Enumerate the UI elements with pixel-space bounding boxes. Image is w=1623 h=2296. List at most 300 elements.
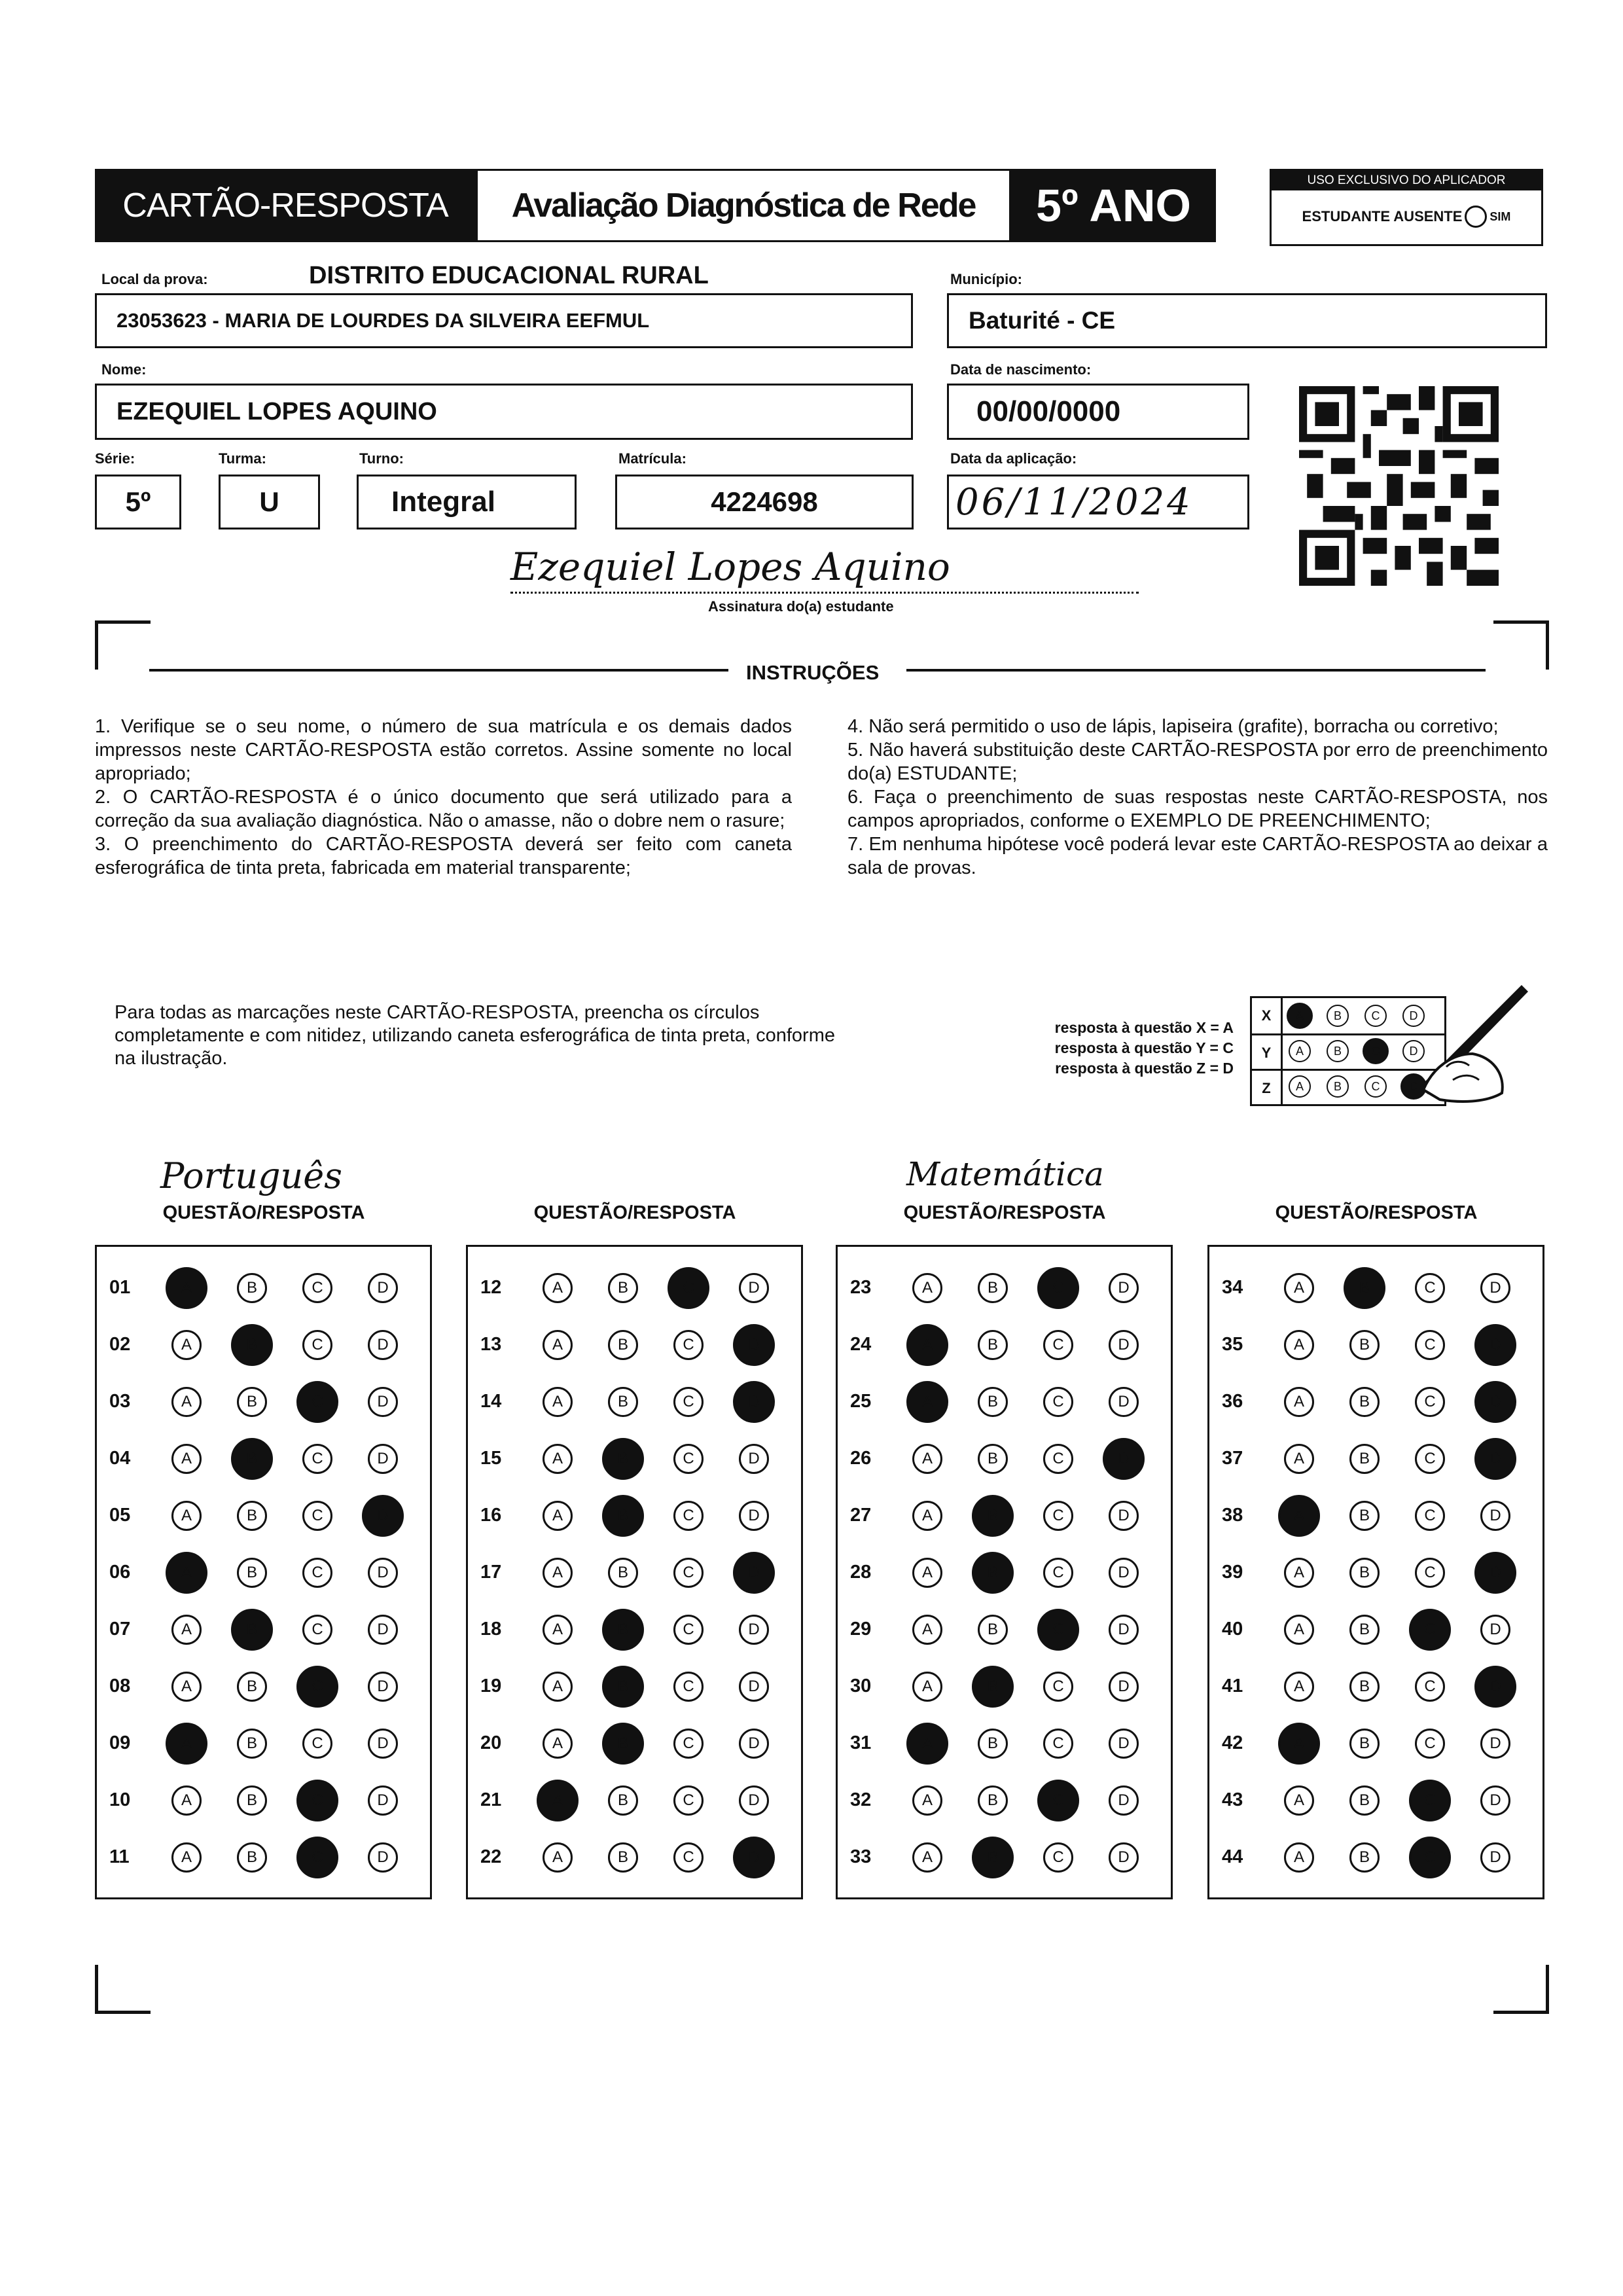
answer-bubble-d[interactable]: D — [368, 1615, 398, 1645]
question-number: 09 — [109, 1732, 131, 1753]
answer-bubble-d[interactable]: D — [1480, 1842, 1510, 1873]
example-bubble-d: D — [1402, 1005, 1425, 1027]
answer-bubble-d[interactable]: D — [739, 1273, 769, 1303]
answer-bubble-b[interactable]: B — [237, 1785, 267, 1816]
answer-bubble-b[interactable]: B — [602, 1609, 644, 1651]
answer-bubble-b[interactable]: B — [1349, 1729, 1380, 1759]
example-row-label: Z — [1252, 1069, 1283, 1106]
school-name: 23053623 - MARIA DE LOURDES DA SILVEIRA EEFMUL — [116, 309, 650, 332]
answer-bubble-c[interactable]: C — [673, 1785, 704, 1816]
answer-bubble-d[interactable]: D — [368, 1444, 398, 1474]
answer-bubble-a[interactable]: A — [543, 1615, 573, 1645]
answer-bubble-b[interactable]: B — [1349, 1444, 1380, 1474]
pen-hand-icon — [1407, 975, 1538, 1106]
instructions-rule-right — [906, 669, 1486, 672]
answer-bubble-a[interactable]: A — [543, 1273, 573, 1303]
answer-bubble-b[interactable]: B — [972, 1552, 1014, 1594]
example-bubble-a: A — [1289, 1075, 1311, 1098]
answer-bubble-a[interactable]: A — [1284, 1444, 1314, 1474]
question-number: 13 — [480, 1334, 502, 1355]
question-number: 10 — [109, 1789, 131, 1810]
answer-bubble-a[interactable]: A — [906, 1381, 948, 1423]
answer-bubble-a[interactable]: A — [543, 1558, 573, 1588]
answer-bubble-c[interactable]: C — [296, 1780, 338, 1821]
answer-bubble-b[interactable]: B — [978, 1330, 1008, 1360]
answer-bubble-d[interactable]: D — [739, 1444, 769, 1474]
answer-bubble-d[interactable]: D — [1474, 1381, 1516, 1423]
answer-bubble-a[interactable]: A — [171, 1615, 202, 1645]
answer-bubble-d[interactable]: D — [739, 1785, 769, 1816]
question-number: 22 — [480, 1846, 502, 1867]
answer-bubble-c[interactable]: C — [302, 1558, 332, 1588]
question-number: 01 — [109, 1277, 131, 1298]
answer-bubble-c[interactable]: C — [673, 1330, 704, 1360]
municipality-box — [947, 293, 1547, 348]
answer-bubble-c[interactable]: C — [1043, 1672, 1073, 1702]
question-number: 29 — [850, 1619, 872, 1640]
answer-bubble-c[interactable]: C — [296, 1666, 338, 1708]
example-bubble-b: B — [1327, 1005, 1349, 1027]
answer-bubble-a[interactable]: A — [166, 1267, 207, 1309]
location-label: Local da prova: — [101, 271, 208, 287]
question-number: 17 — [480, 1562, 502, 1583]
answer-bubble-c[interactable]: C — [1043, 1387, 1073, 1417]
question-number: 32 — [850, 1789, 872, 1810]
question-number: 24 — [850, 1334, 872, 1355]
absent-label: ESTUDANTE AUSENTE — [1302, 208, 1463, 224]
answer-bubble-a[interactable]: A — [543, 1330, 573, 1360]
answer-bubble-d[interactable]: D — [362, 1495, 404, 1537]
answer-bubble-a[interactable]: A — [166, 1723, 207, 1765]
example-row-label: X — [1252, 998, 1283, 1033]
shift-box — [357, 475, 577, 529]
answer-bubble-d[interactable]: D — [1474, 1552, 1516, 1594]
question-number: 37 — [1222, 1448, 1243, 1469]
answer-bubble-b[interactable]: B — [602, 1723, 644, 1765]
answer-bubble-d[interactable]: D — [1109, 1729, 1139, 1759]
answer-bubble-d[interactable]: D — [739, 1501, 769, 1531]
answer-bubble-a[interactable]: A — [171, 1672, 202, 1702]
answer-bubble-b[interactable]: B — [1349, 1615, 1380, 1645]
instruction-item: 2. O CARTÃO-RESPOSTA é o único documento que será utilizado para a correção da sua avaliação diagnóstica. Não o amasse, não o dobre nem o rasure; — [95, 787, 792, 831]
answer-bubble-a[interactable]: A — [1284, 1672, 1314, 1702]
question-number: 18 — [480, 1619, 502, 1640]
answer-bubble-c[interactable]: C — [1037, 1780, 1079, 1821]
answer-bubble-b[interactable]: B — [978, 1387, 1008, 1417]
answer-bubble-a[interactable]: A — [1278, 1723, 1320, 1765]
answer-bubble-a[interactable]: A — [912, 1672, 942, 1702]
answer-bubble-b[interactable]: B — [608, 1558, 638, 1588]
signature: Ezequiel Lopes Aquino — [510, 545, 950, 589]
exam-title: Avaliação Diagnóstica de Rede — [511, 187, 976, 224]
example-bubble-d: D — [1402, 1040, 1425, 1062]
answer-bubble-a[interactable]: A — [171, 1330, 202, 1360]
answer-bubble-a[interactable]: A — [906, 1723, 948, 1765]
series: 5º — [125, 486, 151, 517]
example-line: resposta à questão X = A — [1054, 1019, 1234, 1036]
answer-bubble-a[interactable]: A — [543, 1842, 573, 1873]
answer-bubble-d[interactable]: D — [1109, 1330, 1139, 1360]
answer-bubble-d[interactable]: D — [733, 1552, 775, 1594]
question-number: 44 — [1222, 1846, 1243, 1867]
answer-bubble-d[interactable]: D — [1480, 1615, 1510, 1645]
answer-bubble-b[interactable]: B — [231, 1324, 273, 1366]
question-number: 36 — [1222, 1391, 1243, 1412]
instruction-item: 7. Em nenhuma hipótese você poderá levar este CARTÃO-RESPOSTA ao deixar a sala de provas. — [847, 834, 1548, 878]
answer-bubble-b[interactable]: B — [231, 1438, 273, 1480]
answer-bubble-a[interactable]: A — [537, 1780, 579, 1821]
answer-bubble-c[interactable]: C — [296, 1837, 338, 1878]
name-box — [95, 384, 913, 440]
instruction-item: 3. O preenchimento do CARTÃO-RESPOSTA deverá ser feito com caneta esferográfica de tinta preta, fabricada em material transparente; — [95, 834, 792, 878]
column-header: QUESTÃO/RESPOSTA — [903, 1202, 1106, 1223]
answer-bubble-c[interactable]: C — [673, 1672, 704, 1702]
answer-bubble-d[interactable]: D — [1109, 1501, 1139, 1531]
answer-bubble-a[interactable]: A — [171, 1444, 202, 1474]
answer-bubble-b[interactable]: B — [1349, 1558, 1380, 1588]
answer-bubble-c[interactable]: C — [1043, 1330, 1073, 1360]
example-line: resposta à questão Z = D — [1055, 1060, 1234, 1077]
answer-bubble-c[interactable]: C — [1415, 1729, 1445, 1759]
class-box — [219, 475, 320, 529]
answer-bubble-a[interactable]: A — [543, 1444, 573, 1474]
enrollment: 4224698 — [711, 486, 818, 517]
answer-bubble-a[interactable]: A — [912, 1615, 942, 1645]
question-number: 28 — [850, 1562, 872, 1583]
instructions-right — [847, 715, 1548, 880]
corner-bottom-right — [1493, 1965, 1549, 2014]
answer-bubble-d[interactable]: D — [368, 1273, 398, 1303]
answer-bubble-c[interactable]: C — [296, 1381, 338, 1423]
answer-bubble-c[interactable]: C — [1043, 1501, 1073, 1531]
grade-label: 5º ANO — [1036, 180, 1191, 231]
birth-box — [947, 384, 1249, 440]
answer-bubble-c[interactable]: C — [673, 1501, 704, 1531]
application-box — [947, 475, 1249, 529]
answer-bubble-a[interactable]: A — [1284, 1615, 1314, 1645]
municipality-label: Município: — [950, 271, 1022, 287]
question-number: 39 — [1222, 1562, 1243, 1583]
district: DISTRITO EDUCACIONAL RURAL — [309, 262, 709, 289]
answer-bubble-d[interactable]: D — [1474, 1324, 1516, 1366]
answer-bubble-c[interactable]: C — [673, 1558, 704, 1588]
answer-bubble-d[interactable]: D — [1109, 1387, 1139, 1417]
question-number: 30 — [850, 1676, 872, 1696]
answer-bubble-b[interactable]: B — [608, 1330, 638, 1360]
applicator-box — [1270, 169, 1543, 246]
answer-bubble-b[interactable]: B — [237, 1729, 267, 1759]
absent-yes-label: SIM — [1489, 209, 1511, 223]
answer-bubble-c[interactable]: C — [673, 1729, 704, 1759]
answer-bubble-c[interactable]: C — [673, 1387, 704, 1417]
question-number: 07 — [109, 1619, 131, 1640]
answer-bubble-d[interactable]: D — [1480, 1729, 1510, 1759]
answer-bubble-c[interactable]: C — [1409, 1837, 1451, 1878]
example-bubble-a: A — [1289, 1040, 1311, 1062]
question-number: 25 — [850, 1391, 872, 1412]
answer-bubble-d[interactable]: D — [739, 1615, 769, 1645]
fill-note: Para todas as marcações neste CARTÃO-RESPOSTA, preencha os círculos completamente e com nitidez, utilizando caneta esferográfica de tinta preta, conforme na ilustração. — [115, 1002, 835, 1069]
answer-bubble-a[interactable]: A — [171, 1501, 202, 1531]
answer-bubble-b[interactable]: B — [1349, 1842, 1380, 1873]
answer-bubble-c[interactable]: C — [1415, 1558, 1445, 1588]
answer-bubble-b[interactable]: B — [608, 1387, 638, 1417]
instruction-item: 5. Não haverá substituição deste CARTÃO-RESPOSTA por erro de preenchimento do(a) ESTUDANTE; — [847, 740, 1548, 784]
question-number: 12 — [480, 1277, 502, 1298]
answer-bubble-d[interactable]: D — [1109, 1615, 1139, 1645]
class-label: Turma: — [219, 450, 266, 467]
application-date: 06/11/2024 — [955, 480, 1193, 524]
answer-bubble-c[interactable]: C — [1043, 1729, 1073, 1759]
shift: Integral — [391, 486, 495, 518]
column-header: QUESTÃO/RESPOSTA — [162, 1202, 365, 1223]
answer-bubble-b[interactable]: B — [608, 1273, 638, 1303]
applicator-title: USO EXCLUSIVO DO APLICADOR — [1272, 171, 1541, 190]
example-bubble-c: C — [1364, 1075, 1387, 1098]
example-legend — [1011, 1018, 1234, 1079]
column-header: QUESTÃO/RESPOSTA — [533, 1202, 736, 1223]
answer-bubble-d[interactable]: D — [368, 1672, 398, 1702]
answer-bubble-b[interactable]: B — [231, 1609, 273, 1651]
example-bubble-d: D — [1400, 1073, 1427, 1100]
answer-bubble-c[interactable]: C — [1043, 1444, 1073, 1474]
answer-bubble-a[interactable]: A — [912, 1558, 942, 1588]
answer-bubble-a[interactable]: A — [1278, 1495, 1320, 1537]
answer-bubble-d[interactable]: D — [1103, 1438, 1145, 1480]
card-title: CARTÃO-RESPOSTA — [122, 187, 448, 224]
answer-bubble-d[interactable]: D — [733, 1837, 775, 1878]
question-number: 27 — [850, 1505, 872, 1526]
answer-bubble-c[interactable]: C — [673, 1444, 704, 1474]
answer-bubble-c[interactable]: C — [1415, 1387, 1445, 1417]
answer-bubble-a[interactable]: A — [1284, 1273, 1314, 1303]
card-title-box — [95, 169, 476, 242]
answer-bubble-b[interactable]: B — [972, 1666, 1014, 1708]
answer-bubble-d[interactable]: D — [1474, 1438, 1516, 1480]
answer-bubble-a[interactable]: A — [912, 1501, 942, 1531]
answer-bubble-d[interactable]: D — [368, 1785, 398, 1816]
answer-bubble-b[interactable]: B — [237, 1842, 267, 1873]
question-number: 16 — [480, 1505, 502, 1526]
student-name: EZEQUIEL LOPES AQUINO — [116, 397, 437, 425]
answer-bubble-c[interactable]: C — [1409, 1780, 1451, 1821]
answer-bubble-b[interactable]: B — [237, 1387, 267, 1417]
instructions-left — [95, 715, 792, 880]
class: U — [259, 486, 279, 517]
question-number: 31 — [850, 1732, 872, 1753]
answer-bubble-c[interactable]: C — [1415, 1444, 1445, 1474]
example-bubble-b: B — [1327, 1075, 1349, 1098]
instructions-rule-left — [149, 669, 728, 672]
question-number: 20 — [480, 1732, 502, 1753]
question-number: 11 — [109, 1846, 130, 1867]
answer-bubble-c[interactable]: C — [1037, 1267, 1079, 1309]
question-number: 02 — [109, 1334, 131, 1355]
application-label: Data da aplicação: — [950, 450, 1077, 467]
answer-bubble-b[interactable]: B — [978, 1273, 1008, 1303]
corner-top-left — [95, 620, 151, 670]
answer-bubble-d[interactable]: D — [1480, 1273, 1510, 1303]
example-bubble-c: C — [1364, 1005, 1387, 1027]
question-number: 23 — [850, 1277, 872, 1298]
answer-bubble-c[interactable]: C — [1415, 1330, 1445, 1360]
question-number: 26 — [850, 1448, 872, 1469]
answer-bubble-d[interactable]: D — [1480, 1501, 1510, 1531]
answer-bubble-a[interactable]: A — [912, 1444, 942, 1474]
answer-bubble-a[interactable]: A — [543, 1387, 573, 1417]
answer-bubble-c[interactable]: C — [668, 1267, 709, 1309]
answer-bubble-d[interactable]: D — [733, 1324, 775, 1366]
column-header: QUESTÃO/RESPOSTA — [1275, 1202, 1478, 1223]
answer-bubble-b[interactable]: B — [1344, 1267, 1385, 1309]
answer-bubble-c[interactable]: C — [1415, 1672, 1445, 1702]
answer-bubble-b[interactable]: B — [602, 1495, 644, 1537]
answer-bubble-b[interactable]: B — [972, 1495, 1014, 1537]
question-number: 05 — [109, 1505, 131, 1526]
question-number: 34 — [1222, 1277, 1243, 1298]
series-box — [95, 475, 181, 529]
answer-bubble-a[interactable]: A — [171, 1387, 202, 1417]
answer-bubble-d[interactable]: D — [739, 1672, 769, 1702]
series-label: Série: — [95, 450, 135, 467]
answer-bubble-a[interactable]: A — [543, 1501, 573, 1531]
answer-bubble-c[interactable]: C — [1043, 1842, 1073, 1873]
answer-bubble-a[interactable]: A — [166, 1552, 207, 1594]
subject-note-portuguese: Português — [160, 1155, 342, 1196]
answer-bubble-d[interactable]: D — [1109, 1672, 1139, 1702]
example-bubble-a: A — [1287, 1003, 1313, 1029]
instructions-title: INSTRUÇÕES — [746, 661, 880, 684]
absent-checkbox[interactable] — [1465, 206, 1487, 228]
answer-bubble-c[interactable]: C — [673, 1842, 704, 1873]
answer-bubble-b[interactable]: B — [608, 1842, 638, 1873]
question-number: 14 — [480, 1391, 502, 1412]
answer-bubble-b[interactable]: B — [237, 1558, 267, 1588]
answer-bubble-d[interactable]: D — [1480, 1785, 1510, 1816]
answer-bubble-d[interactable]: D — [739, 1729, 769, 1759]
answer-bubble-d[interactable]: D — [368, 1330, 398, 1360]
question-number: 15 — [480, 1448, 502, 1469]
answer-bubble-b[interactable]: B — [602, 1666, 644, 1708]
corner-top-right — [1493, 620, 1549, 670]
answer-bubble-b[interactable]: B — [608, 1785, 638, 1816]
answer-bubble-b[interactable]: B — [602, 1438, 644, 1480]
answer-bubble-b[interactable]: B — [972, 1837, 1014, 1878]
instruction-item: 6. Faça o preenchimento de suas respostas neste CARTÃO-RESPOSTA, nos campos apropriados, conforme o EXEMPLO DE PREENCHIMENTO; — [847, 787, 1548, 831]
answer-bubble-d[interactable]: D — [368, 1729, 398, 1759]
answer-bubble-c[interactable]: C — [1415, 1501, 1445, 1531]
answer-bubble-c[interactable]: C — [302, 1444, 332, 1474]
answer-bubble-d[interactable]: D — [1109, 1842, 1139, 1873]
question-number: 04 — [109, 1448, 131, 1469]
answer-bubble-d[interactable]: D — [1109, 1558, 1139, 1588]
answer-bubble-d[interactable]: D — [368, 1842, 398, 1873]
answer-bubble-a[interactable]: A — [171, 1785, 202, 1816]
answer-bubble-b[interactable]: B — [1349, 1387, 1380, 1417]
answer-bubble-a[interactable]: A — [1284, 1330, 1314, 1360]
corner-bottom-left — [95, 1965, 151, 2014]
exam-title-box — [476, 169, 1011, 242]
answer-bubble-d[interactable]: D — [368, 1387, 398, 1417]
question-number: 41 — [1222, 1676, 1243, 1696]
answer-bubble-c[interactable]: C — [302, 1729, 332, 1759]
question-number: 43 — [1222, 1789, 1243, 1810]
answer-bubble-c[interactable]: C — [1037, 1609, 1079, 1651]
question-number: 08 — [109, 1676, 131, 1696]
answer-bubble-b[interactable]: B — [1349, 1330, 1380, 1360]
grade-box — [1011, 169, 1216, 242]
question-number: 06 — [109, 1562, 131, 1583]
answer-bubble-d[interactable]: D — [368, 1558, 398, 1588]
answer-bubble-c[interactable]: C — [1043, 1558, 1073, 1588]
question-number: 33 — [850, 1846, 872, 1867]
municipality: Baturité - CE — [969, 307, 1116, 334]
birth-label: Data de nascimento: — [950, 361, 1092, 378]
example-bubble-c: C — [1363, 1038, 1389, 1064]
answer-bubble-b[interactable]: B — [978, 1729, 1008, 1759]
answer-bubble-a[interactable]: A — [906, 1324, 948, 1366]
answer-bubble-c[interactable]: C — [302, 1615, 332, 1645]
instruction-item: 4. Não será permitido o uso de lápis, lapiseira (grafite), borracha ou corretivo; — [847, 716, 1499, 737]
answer-bubble-d[interactable]: D — [1109, 1273, 1139, 1303]
answer-bubble-d[interactable]: D — [1109, 1785, 1139, 1816]
example-row-label: Y — [1252, 1033, 1283, 1071]
answer-bubble-a[interactable]: A — [543, 1672, 573, 1702]
answer-bubble-b[interactable]: B — [237, 1273, 267, 1303]
answer-bubble-a[interactable]: A — [543, 1729, 573, 1759]
enrollment-label: Matrícula: — [618, 450, 687, 467]
signature-line — [510, 592, 1139, 594]
qr-code — [1299, 386, 1499, 586]
answer-bubble-d[interactable]: D — [733, 1381, 775, 1423]
answer-bubble-a[interactable]: A — [912, 1273, 942, 1303]
answer-bubble-a[interactable]: A — [1284, 1842, 1314, 1873]
example-line: resposta à questão Y = C — [1054, 1039, 1234, 1056]
answer-bubble-b[interactable]: B — [978, 1444, 1008, 1474]
answer-bubble-c[interactable]: C — [673, 1615, 704, 1645]
signature-label: Assinatura do(a) estudante — [708, 598, 894, 615]
answer-bubble-a[interactable]: A — [171, 1842, 202, 1873]
question-number: 42 — [1222, 1732, 1243, 1753]
enrollment-box — [615, 475, 914, 529]
answer-bubble-c[interactable]: C — [1409, 1609, 1451, 1651]
answer-bubble-b[interactable]: B — [978, 1615, 1008, 1645]
question-number: 21 — [480, 1789, 502, 1810]
answer-bubble-b[interactable]: B — [1349, 1785, 1380, 1816]
answer-bubble-c[interactable]: C — [302, 1501, 332, 1531]
answer-bubble-c[interactable]: C — [302, 1273, 332, 1303]
answer-bubble-a[interactable]: A — [912, 1785, 942, 1816]
shift-label: Turno: — [359, 450, 404, 467]
question-number: 19 — [480, 1676, 502, 1696]
birth-date: 00/00/0000 — [976, 395, 1121, 427]
school-box — [95, 293, 913, 348]
answer-bubble-b[interactable]: B — [237, 1672, 267, 1702]
answer-bubble-a[interactable]: A — [1284, 1558, 1314, 1588]
answer-bubble-b[interactable]: B — [1349, 1672, 1380, 1702]
answer-bubble-b[interactable]: B — [978, 1785, 1008, 1816]
answer-bubble-c[interactable]: C — [1415, 1273, 1445, 1303]
answer-bubble-b[interactable]: B — [1349, 1501, 1380, 1531]
answer-bubble-a[interactable]: A — [1284, 1387, 1314, 1417]
answer-bubble-c[interactable]: C — [302, 1330, 332, 1360]
answer-bubble-b[interactable]: B — [237, 1501, 267, 1531]
question-number: 03 — [109, 1391, 131, 1412]
answer-bubble-a[interactable]: A — [912, 1842, 942, 1873]
answer-bubble-a[interactable]: A — [1284, 1785, 1314, 1816]
answer-bubble-d[interactable]: D — [1474, 1666, 1516, 1708]
question-number: 40 — [1222, 1619, 1243, 1640]
